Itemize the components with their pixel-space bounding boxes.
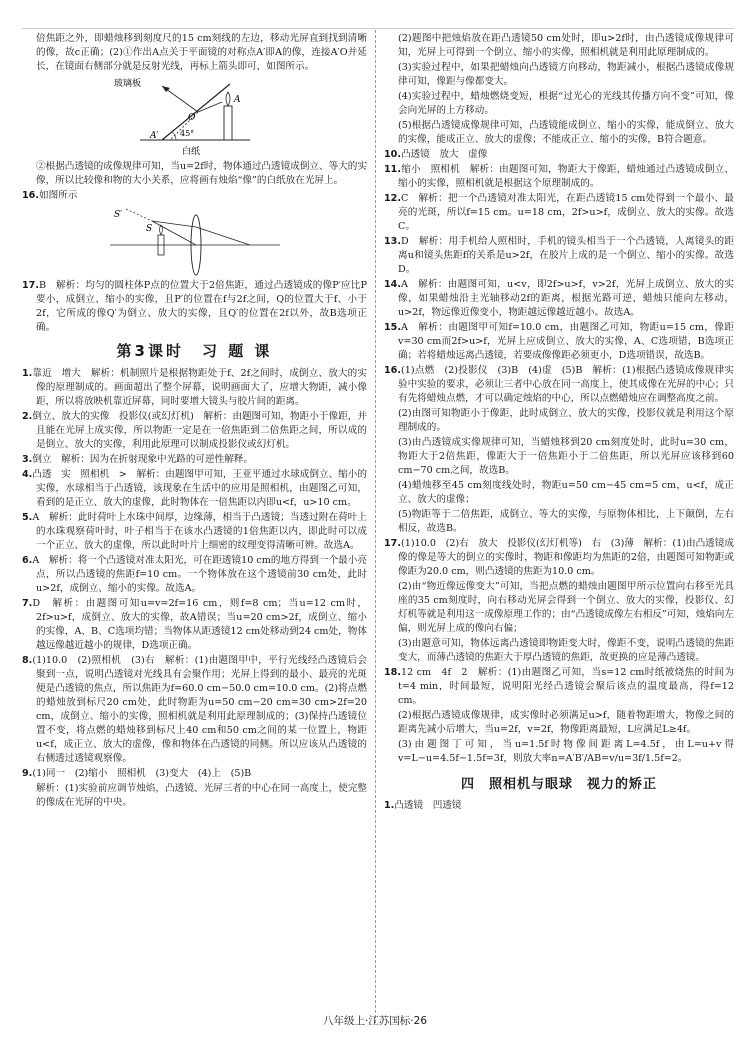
right-column	[384, 32, 734, 814]
list-item: 3.倒立 解析：因为在折射现象中光路的可逆性解释。	[22, 453, 253, 465]
list-item: (3)由凸透镜成实像规律可知，当蜡烛移到20 cm刻度处时，此时u=30 cm，物距大于2倍焦距，像距大于一倍焦距小于二倍焦距，所以光屏应该移到60 cm−70 cm之间，故选B。	[398, 437, 734, 476]
list-item: (3)由题图丁可知，当u=1.5f时物像间距离L=4.5f，由L=u+v得v=L−u=4.5f−1.5f=3f，则放大率n=A′B′/AB=v/u=3f/1.5f=2。	[398, 739, 734, 764]
list-item: 18.12 cm 4f 2 解析：(1)由题图乙可知，当s=12 cm时纸被烧焦的时间为t=4 min，时间最短，说明阳光经凸透镜会聚后该点的温度最高，得f=12 cm。	[384, 667, 734, 706]
left-answer-list	[22, 367, 367, 810]
list-item: (4)实验过程中，蜡烛燃烧变短，根据“过光心的光线其传播方向不变”可知，像会向光屏的上方移动。	[398, 91, 734, 116]
glass-plate	[162, 84, 230, 140]
list-item: 10.凸透镜 放大 虚像	[384, 149, 488, 160]
list-item: 解析：(1)实验前应调节烛焰，凸透镜、光屏三者的中心在同一高度上，使完整的像成在光屏的中央。	[36, 782, 367, 808]
candle	[224, 106, 232, 140]
glass-label: 玻璃板	[113, 79, 141, 89]
list-item: (2)由“物近像远像变大”可知，当把点燃的蜡烛由题图甲所示位置向右移至光具座的35 cm刻度时，向右移动光屏会得到一个倒立、放大的实像，投影仪、幻灯机等就是利用这一成像原理工作的；由“凸透镜成像左右相反”可知，烛焰向左偏，则光屏上成的像向右偏；	[398, 581, 734, 634]
item-16: 16.如图所示	[22, 190, 78, 201]
list-item: 12.C 解析：把一个凸透镜对准太阳光，在距凸透镜15 cm处得到一个最小、最亮的光斑，所以f=15 cm。u=18 cm，2f>u>f，成倒立、放大的实像。故选C。	[384, 193, 734, 232]
list-item: (3)由题意可知，物体远离凸透镜即物距变大时，像距不变，说明凸透镜的焦距变大，而薄凸透镜的焦距大于厚凸透镜的焦距，故更换的应是薄凸透镜。	[398, 638, 734, 663]
paper-label: 白纸	[181, 147, 200, 157]
right-answer-list	[384, 32, 734, 766]
angle-label: 45°	[179, 129, 194, 138]
list-item: (2)根据凸透镜成像规律，成实像时必须满足u>f，随着物距增大，物像之间的距离先减小后增大，当u=2f，v=2f，物像距离最短，L应满足L≥4f。	[398, 710, 734, 735]
list-item: 17.(1)10.0 (2)右 放大 投影仪(幻灯机等) 右 (3)薄 解析：(1)由凸透镜成像的像是等大的倒立的实像时，物距和像距均为焦距的2倍，由题图可知物距或像距为20.0 cm，则凸透镜的焦距为10.0 cm。	[384, 538, 734, 577]
list-item: 14.A 解析：由题图可知，u<v，即2f>u>f，v>2f，光屏上成倒立、放大的实像，如果蜡烛沿主光轴移动2f的距离，根据光路可逆，蜡烛只能向左移动，u>2f，物远像近像变小，物距越远像越近越小。故选A。	[384, 279, 734, 318]
s-prime-label: S′	[113, 210, 122, 220]
ray-line	[126, 209, 152, 221]
list-item: 7.D 解析：由题图可知u=v=2f=16 cm，则f=8 cm；当u=12 cm时，2f>u>f，成倒立、放大的实像，故A错误；当u=20 cm>2f，成倒立、缩小的实像，A、B、C选项均错；当物体从距透镜12 cm处移动到24 cm处，物体越远像越近越小的规律，D选项正确。	[22, 597, 367, 651]
mirror-reflection-figure	[110, 76, 280, 158]
s-label: S	[145, 224, 152, 234]
list-item: (2)由图可知物距小于像距，此时成倒立、放大的实像，投影仪就是利用这个原理制成的。	[398, 408, 734, 433]
list-item: 6.A 解析：将一个凸透镜对准太阳光，可在距透镜10 cm的地方得到一个最小亮点，所以凸透镜的焦距f=10 cm。一个物体放在这个透镜前30 cm处，此时u>2f，成倒立、缩小的实像。故选A。	[22, 554, 367, 594]
o-label: O	[187, 113, 195, 123]
list-item: 11.缩小 照相机 解析：由题图可知，物距大于像距，蜡烛通过凸透镜成倒立、缩小的实像，照相机就是根据这个原理制成的。	[384, 164, 734, 189]
a-prime-label: A′	[149, 131, 159, 141]
list-item: 9.(1)同一 (2)缩小 照相机 (3)变大 (4)上 (5)B	[22, 767, 252, 779]
list-item: 15.A 解析：由题图甲可知f=10.0 cm，由题图乙可知，物距u=15 cm，像距v=30 cm而2f>u>f，光屏上应成倒立、放大的实像，A、C选项错，B选项正确；若将蜡烛远离凸透镜，若要成像像距必须更小，D选项错误，故选B。	[384, 322, 734, 361]
ray-line	[152, 221, 196, 227]
lens-figure	[100, 205, 290, 277]
list-item: 16.(1)点燃 (2)投影仪 (3)B (4)虚 (5)B 解析：(1)根据凸透镜成像规律实验中实验的要求，必须让三者中心放在同一高度上，使其成像在光屏的中心；只有先将蜡烛点燃，才可以确定烛焰的中心，所以点燃蜡烛应在调整高度之前。	[384, 365, 734, 404]
flame	[159, 225, 162, 235]
list-item: 8.(1)10.0 (2)照相机 (3)右 解析：(1)由题图甲中，平行光线经凸透镜后会聚到一点，说明凸透镜对光线具有会聚作用；光屏上得到的最小、最亮的光斑便是凸透镜的焦点，所以焦距为f=60.0 cm−50.0 cm=10.0 cm。(2)将点燃的蜡烛放到标尺20 cm处，此时物距为u=50 cm−20 cm=30 cm>2f=20 cm，成倒立、缩小的实像，照相机就是利用此原理制成的；(3)保持凸透镜位置不变，将点燃的蜡烛移到标尺上40 cm和50 cm之间的某一位置上，物距u<f，成正立、放大的虚像，像和物体在凸透镜的同侧。所以应该从凸透镜的右侧透过透镜观察像。	[22, 654, 367, 764]
list-item: 1.靠近 增大 解析：机制照片是根据物距处于f、2f之间时，成倒立、放大的实像的原理制成的。画面超出了整个屏幕，说明画面大了，应增大物距，减小像距，所以将放映机靠近屏幕，同时要增大镜头与胶片间的距离。	[22, 367, 367, 407]
page-footer: 八年级上·江苏国标·26	[322, 1014, 428, 1027]
list-item: (5)物距等于二倍焦距，成倒立、等大的实像，与原物体相比，上下颠倒，左右相反，故选B。	[398, 509, 734, 534]
list-item: (4)蜡烛移至45 cm刻度线处时，物距u=50 cm−45 cm=5 cm，u<f，成正立、放大的虚像；	[398, 480, 734, 505]
top-rule	[22, 28, 734, 29]
paragraph-continued: 倍焦距之外，即蜡烛移到刻度尺的15 cm刻线的左边，移动光屏直到找到清晰的像，故c正确；(2)①作出A点关于平面镜的对称点A′即A的像，连接A′O并延长，在镜面右侧部分就是反射光线，再标上箭头即可，如图所示。	[36, 33, 367, 72]
list-item: (2)题图中把烛焰放在距凸透镜50 cm处时，即u>2f时，由凸透镜成像规律可知，光屏上可得到一个倒立、缩小的实像，照相机就是利用此原理制成的。	[398, 33, 734, 58]
ray-line	[152, 221, 196, 245]
a-label: A	[233, 95, 240, 105]
list-item: (3)实验过程中，如果把蜡烛向凸透镜方向移动，物距减小，根据凸透镜成像规律可知，像距与像都变大。	[398, 62, 734, 87]
paragraph: ②根据凸透镜的成像规律可知，当u=2f时，物体通过凸透镜成倒立、等大的实像，所以比较像和物的大小关系，应将画有烛焰“像”的白纸放在光屏上。	[36, 161, 367, 186]
list-item: 4.凸透 实 照相机 > 解析：由题图甲可知，王亚平通过水球成倒立、缩小的实像，水球相当于凸透镜，该现象在生活中的应用是照相机，由题图乙可知，看到的是正立、放大的虚像，此时物体在一倍焦距以内即u<f，u>10 cm。	[22, 468, 367, 508]
section-title: 四 照相机与眼球 视力的矫正	[460, 777, 657, 792]
ray-line	[196, 227, 250, 245]
column-divider	[375, 30, 376, 1023]
list-item: 2.倒立、放大的实像 投影仪(或幻灯机) 解析：由题图可知，物距小于像距，并且能在光屏上成实像，所以物距一定是在一倍焦距到二倍焦距之间，所以成的是倒立、放大的实像，利用此原理可以制成投影仪或幻灯机。	[22, 410, 367, 450]
list-item: (5)根据凸透镜成像规律可知，凸透镜能成倒立、缩小的实像，能成倒立、放大的实像，能成正立、放大的虚像；不能成正立、缩小的实像，B符合题意。	[398, 120, 734, 145]
list-item: 13.D 解析：用手机给人照相时，手机的镜头相当于一个凸透镜，人离镜头的距离u和镜头焦距f的关系是u>2f，在胶片上成的是一个倒立、缩小的实像。故选D。	[384, 236, 734, 275]
item-17: 17.B 解析：均匀的圆柱体P点的位置大于2倍焦距，通过凸透镜成的像P′应比P要小，成倒立、缩小的实像，且P′的位置在f与2f之间，Q的位置大于f、小于2f，它所成的像Q′为倒立、放大的实像，且Q′的位置在2f以外，故B选项正确。	[22, 280, 367, 333]
list-item: 1.凸透镜 凹透镜	[384, 799, 462, 811]
lesson-title: 第3课时 习 题 课	[116, 342, 273, 360]
left-column	[22, 32, 367, 811]
flame	[226, 92, 230, 106]
list-item: 5.A 解析：此时荷叶上水珠中间厚，边缘薄，相当于凸透镜；当透过附在荷叶上的水珠观察荷叶时，叶子相当于在该水凸透镜的1倍焦距以内，即此时可以成一个正立、放大的虚像，所以此时叶片上细密的纹理变得清晰可辨。故选A。	[22, 511, 367, 551]
